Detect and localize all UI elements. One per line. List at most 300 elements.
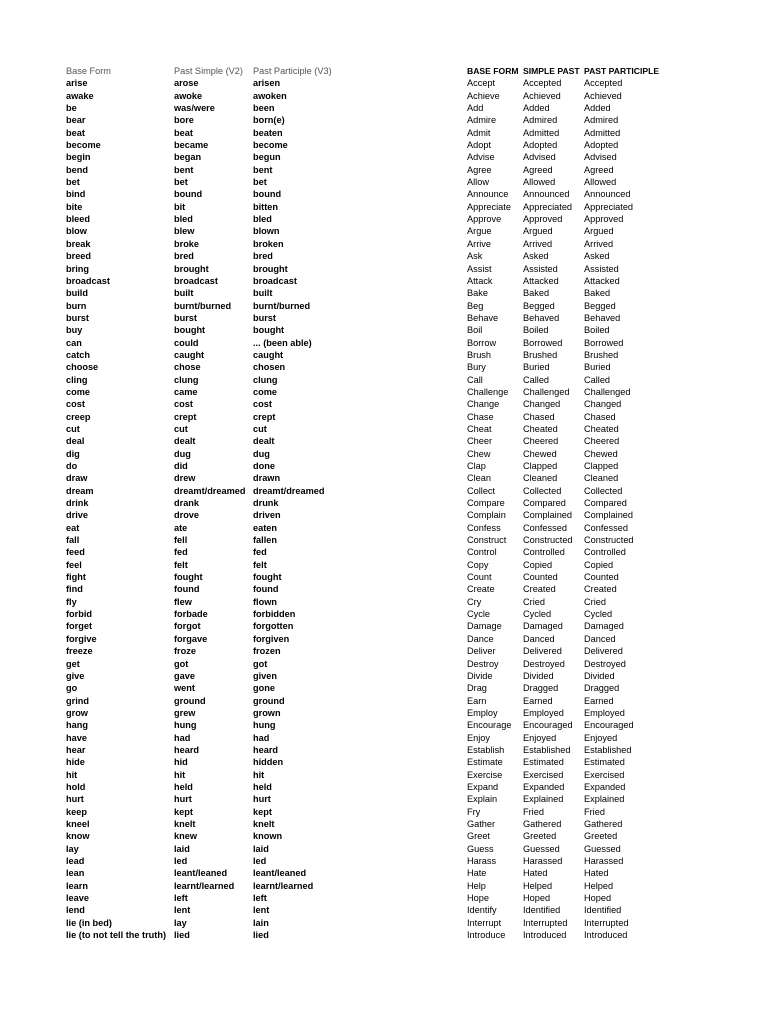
base-form-cell: Harass	[467, 856, 497, 866]
base-form-cell: hide	[66, 757, 85, 768]
table-row	[467, 238, 664, 250]
base-form-cell: blow	[66, 226, 87, 237]
past-simple-cell: lied	[174, 930, 190, 941]
past-simple-cell: was/were	[174, 103, 215, 114]
past-simple-cell: Divided	[523, 670, 554, 681]
past-simple-cell: burst	[174, 312, 197, 323]
past-simple-cell: Clapped	[523, 461, 558, 471]
base-form-cell: Control	[467, 547, 497, 558]
table-row	[66, 139, 353, 151]
base-form-cell: drive	[66, 510, 88, 521]
past-simple-cell: held	[174, 781, 193, 792]
table-row	[467, 250, 664, 262]
table-row	[66, 460, 353, 472]
past-participle-cell: drawn	[253, 473, 281, 484]
past-simple-cell: laid	[174, 843, 190, 854]
table-row	[467, 151, 664, 163]
base-form-cell: Cycle	[467, 609, 490, 620]
past-participle-cell: Constructed	[584, 535, 634, 546]
base-form-cell: Borrow	[467, 337, 497, 348]
table-row	[467, 102, 664, 114]
base-form-cell: arise	[66, 78, 88, 89]
base-form-cell: hold	[66, 781, 86, 792]
base-form-cell: eat	[66, 522, 80, 533]
base-form-cell: Establish	[467, 744, 505, 755]
table-row	[66, 608, 353, 620]
past-simple-cell: forgot	[174, 621, 201, 632]
base-form-cell: Estimate	[467, 757, 503, 768]
past-participle-cell: Helped	[584, 880, 614, 891]
past-simple-cell: fought	[174, 572, 203, 583]
past-participle-cell: Baked	[584, 288, 611, 299]
past-simple-cell: Confessed	[523, 522, 567, 533]
base-form-cell: give	[66, 670, 85, 681]
past-participle-cell: Hoped	[584, 893, 612, 904]
base-form-cell: can	[66, 337, 82, 348]
base-form-cell: Admit	[467, 127, 491, 138]
table-row	[467, 213, 664, 225]
past-simple-cell: learnt/learned	[174, 880, 235, 891]
past-participle-cell: kept	[253, 806, 272, 817]
past-simple-cell: Expanded	[523, 781, 565, 792]
past-simple-cell: began	[174, 152, 202, 163]
past-simple-cell: awoke	[174, 90, 203, 101]
past-participle-cell: Agreed	[584, 164, 614, 175]
past-simple-cell: could	[174, 337, 199, 348]
table-row	[467, 188, 664, 200]
base-form-cell: Count	[467, 572, 492, 583]
past-participle-cell: Destroyed	[584, 658, 626, 669]
past-simple-cell: burnt/burned	[174, 300, 232, 311]
table-row	[467, 423, 664, 435]
table-row	[467, 904, 664, 916]
base-form-cell: cost	[66, 399, 85, 410]
table-row	[66, 843, 353, 855]
table-row	[66, 312, 353, 324]
past-participle-cell: bred	[253, 251, 273, 262]
past-participle-cell: drunk	[253, 498, 279, 509]
table-row	[66, 571, 353, 583]
base-form-cell: deal	[66, 436, 85, 447]
past-simple-cell: hid	[174, 757, 188, 768]
past-participle-cell: Encouraged	[584, 720, 634, 731]
table-row	[66, 188, 353, 200]
past-participle-cell: Compared	[584, 498, 627, 509]
table-row	[66, 719, 353, 731]
regular-header-row	[467, 65, 664, 77]
past-participle-cell: cut	[253, 423, 267, 434]
past-participle-cell: fed	[253, 547, 267, 558]
base-form-cell: Change	[467, 399, 500, 410]
past-participle-cell: Introduced	[584, 930, 628, 941]
past-simple-cell: cost	[174, 399, 193, 410]
past-participle-cell: burst	[253, 312, 276, 323]
table-row	[467, 645, 664, 657]
past-simple-cell: Greeted	[523, 831, 557, 842]
past-participle-cell: awoken	[253, 90, 287, 101]
base-form-cell: beat	[66, 127, 85, 138]
table-row	[467, 732, 664, 744]
past-simple-cell: lay	[174, 917, 187, 928]
table-row	[467, 830, 664, 842]
table-row	[467, 744, 664, 756]
table-row	[467, 337, 664, 349]
past-simple-cell: Adopted	[523, 140, 558, 151]
past-participle-cell: Admitted	[584, 127, 621, 138]
past-participle-cell: got	[253, 658, 268, 669]
table-row	[66, 509, 353, 521]
past-participle-cell: beaten	[253, 127, 283, 138]
table-row	[66, 77, 353, 89]
past-simple-cell: chose	[174, 362, 201, 373]
past-participle-cell: Danced	[584, 633, 616, 644]
table-row	[467, 695, 664, 707]
past-participle-cell: burnt/burned	[253, 300, 311, 311]
past-simple-cell: Encouraged	[523, 720, 573, 731]
past-participle-cell: blown	[253, 226, 280, 237]
past-simple-cell: bought	[174, 325, 206, 336]
past-participle-cell: heard	[253, 744, 279, 755]
base-form-cell: learn	[66, 880, 88, 891]
past-simple-cell: blew	[174, 226, 195, 237]
past-simple-cell: Admired	[523, 115, 558, 126]
past-simple-cell: did	[174, 461, 188, 471]
past-participle-cell: Delivered	[584, 646, 623, 657]
past-simple-cell: flew	[174, 596, 192, 607]
table-row	[467, 756, 664, 768]
base-form-cell: Brush	[467, 349, 492, 360]
past-simple-cell: lent	[174, 905, 191, 916]
base-form-cell: Challenge	[467, 386, 509, 397]
past-simple-cell: Counted	[523, 572, 558, 583]
past-participle-cell: leant/leaned	[253, 868, 307, 879]
past-participle-cell: dug	[253, 448, 270, 459]
table-row	[467, 559, 664, 571]
table-row	[467, 658, 664, 670]
table-row	[467, 164, 664, 176]
past-simple-cell: Destroyed	[523, 658, 565, 669]
past-simple-cell: forbade	[174, 609, 208, 620]
table-row	[66, 546, 353, 558]
past-simple-cell: Admitted	[523, 127, 560, 138]
table-row	[467, 917, 664, 929]
past-simple-cell: cut	[174, 423, 188, 434]
table-row	[467, 225, 664, 237]
base-form-cell: burn	[66, 300, 87, 311]
past-participle-cell: Called	[584, 374, 611, 385]
base-form-cell: Hate	[467, 868, 487, 879]
table-row	[467, 114, 664, 126]
past-participle-cell: Cheated	[584, 423, 619, 434]
past-simple-cell: kept	[174, 806, 193, 817]
table-row	[467, 374, 664, 386]
table-row	[467, 448, 664, 460]
past-simple-cell: Employed	[523, 707, 564, 718]
base-form-cell: Complain	[467, 510, 506, 521]
base-form-cell: draw	[66, 473, 88, 484]
table-row	[66, 880, 353, 892]
past-simple-cell: hurt	[174, 794, 192, 805]
base-form-cell: keep	[66, 806, 87, 817]
past-simple-cell: Cleaned	[523, 473, 558, 484]
base-form-cell: be	[66, 103, 77, 114]
table-row	[467, 633, 664, 645]
table-row	[66, 756, 353, 768]
irregular-verbs-body	[66, 77, 353, 941]
base-form-cell: Expand	[467, 781, 499, 792]
base-form-cell: Add	[467, 103, 484, 114]
irregular-header-participle: Past Participle (V3)	[253, 66, 332, 76]
base-form-cell: bring	[66, 263, 89, 274]
base-form-cell: forbid	[66, 609, 93, 620]
past-participle-cell: Allowed	[584, 177, 617, 188]
table-row	[467, 546, 664, 558]
base-form-cell: Copy	[467, 559, 489, 570]
table-row	[66, 448, 353, 460]
base-form-cell: hurt	[66, 794, 84, 805]
irregular-header-row	[66, 65, 353, 77]
past-simple-cell: Attacked	[523, 275, 559, 286]
past-participle-cell: Guessed	[584, 843, 621, 854]
table-row	[66, 114, 353, 126]
base-form-cell: cling	[66, 374, 88, 385]
past-participle-cell: Created	[584, 584, 617, 595]
past-participle-cell: laid	[253, 843, 269, 854]
base-form-cell: fly	[66, 596, 77, 607]
past-simple-cell: ate	[174, 522, 188, 533]
table-row	[66, 275, 353, 287]
base-form-cell: Drag	[467, 683, 487, 694]
base-form-cell: Clap	[467, 461, 486, 471]
table-row	[66, 151, 353, 163]
past-simple-cell: Collected	[523, 485, 562, 496]
past-participle-cell: Arrived	[584, 238, 614, 249]
base-form-cell: Confess	[467, 522, 501, 533]
base-form-cell: hear	[66, 744, 86, 755]
past-simple-cell: Challenged	[523, 386, 570, 397]
base-form-cell: Damage	[467, 621, 502, 632]
past-participle-cell: Attacked	[584, 275, 620, 286]
base-form-cell: leave	[66, 893, 89, 904]
past-participle-cell: Achieved	[584, 90, 622, 101]
base-form-cell: Interrupt	[467, 917, 502, 928]
table-row	[66, 485, 353, 497]
past-simple-cell: Controlled	[523, 547, 565, 558]
base-form-cell: awake	[66, 90, 94, 101]
past-simple-cell: Danced	[523, 633, 555, 644]
table-row	[467, 855, 664, 867]
table-row	[467, 707, 664, 719]
table-row	[66, 435, 353, 447]
base-form-cell: become	[66, 140, 101, 151]
past-participle-cell: begun	[253, 152, 281, 163]
past-participle-cell: held	[253, 781, 272, 792]
table-row	[66, 559, 353, 571]
table-row	[467, 201, 664, 213]
past-participle-cell: chosen	[253, 362, 286, 373]
past-simple-cell: broke	[174, 238, 200, 249]
past-participle-cell: Appreciated	[584, 201, 634, 212]
past-participle-cell: Accepted	[584, 78, 623, 89]
past-simple-cell: Argued	[523, 226, 553, 237]
table-row	[66, 707, 353, 719]
regular-verbs-body	[467, 77, 664, 941]
table-row	[66, 472, 353, 484]
base-form-cell: do	[66, 461, 78, 471]
base-form-cell: forgive	[66, 633, 97, 644]
past-participle-cell: crept	[253, 411, 276, 422]
past-participle-cell: Enjoyed	[584, 732, 618, 743]
table-row	[66, 386, 353, 398]
table-row	[467, 583, 664, 595]
past-simple-cell: bet	[174, 177, 188, 188]
past-participle-cell: lied	[253, 930, 269, 941]
past-participle-cell: lent	[253, 905, 270, 916]
base-form-cell: Chew	[467, 448, 491, 459]
past-simple-cell: Brushed	[523, 349, 558, 360]
past-simple-cell: Called	[523, 374, 550, 385]
table-row	[467, 435, 664, 447]
table-row	[66, 263, 353, 275]
past-participle-cell: Identified	[584, 905, 622, 916]
past-participle-cell: dealt	[253, 436, 275, 447]
table-row	[467, 608, 664, 620]
past-simple-cell: Introduced	[523, 930, 567, 941]
past-simple-cell: crept	[174, 411, 197, 422]
past-participle-cell: Interrupted	[584, 917, 629, 928]
past-participle-cell: Earned	[584, 695, 614, 706]
past-participle-cell: hidden	[253, 757, 284, 768]
past-participle-cell: Employed	[584, 707, 625, 718]
past-participle-cell: Confessed	[584, 522, 628, 533]
base-form-cell: Destroy	[467, 658, 499, 669]
past-participle-cell: Damaged	[584, 621, 624, 632]
table-row	[467, 497, 664, 509]
past-simple-cell: drove	[174, 510, 200, 521]
base-form-cell: forget	[66, 621, 93, 632]
table-row	[467, 287, 664, 299]
table-row	[467, 77, 664, 89]
regular-header-participle: PAST PARTICIPLE	[584, 66, 660, 76]
table-row	[467, 534, 664, 546]
past-participle-cell: Cheered	[584, 436, 620, 447]
table-row	[66, 892, 353, 904]
past-simple-cell: Exercised	[523, 769, 564, 780]
base-form-cell: Clean	[467, 473, 492, 484]
past-simple-cell: Damaged	[523, 621, 563, 632]
base-form-cell: Boil	[467, 325, 483, 336]
past-simple-cell: arose	[174, 78, 199, 89]
table-row	[66, 732, 353, 744]
base-form-cell: Cry	[467, 596, 482, 607]
table-row	[66, 201, 353, 213]
past-simple-cell: Cheered	[523, 436, 559, 447]
past-participle-cell: Greeted	[584, 831, 618, 842]
past-participle-cell: Chewed	[584, 448, 618, 459]
table-row	[66, 213, 353, 225]
past-participle-cell: become	[253, 140, 288, 151]
table-row	[66, 127, 353, 139]
base-form-cell: Announce	[467, 189, 509, 200]
past-participle-cell: Asked	[584, 251, 610, 262]
table-row	[467, 571, 664, 583]
past-participle-cell: Boiled	[584, 325, 610, 336]
base-form-cell: grow	[66, 707, 88, 718]
table-row	[467, 892, 664, 904]
past-simple-cell: beat	[174, 127, 193, 138]
past-simple-cell: forgave	[174, 633, 208, 644]
base-form-cell: Behave	[467, 312, 499, 323]
past-participle-cell: dreamt/dreamed	[253, 485, 325, 496]
table-row	[66, 102, 353, 114]
past-simple-cell: became	[174, 140, 209, 151]
base-form-cell: Achieve	[467, 90, 500, 101]
past-participle-cell: Estimated	[584, 757, 625, 768]
base-form-cell: know	[66, 831, 90, 842]
table-row	[467, 769, 664, 781]
base-form-cell: lie (to not tell the truth)	[66, 930, 167, 941]
base-form-cell: dig	[66, 448, 80, 459]
past-participle-cell: had	[253, 732, 270, 743]
irregular-header-past: Past Simple (V2)	[174, 66, 243, 76]
base-form-cell: lay	[66, 843, 79, 854]
past-participle-cell: Admired	[584, 115, 619, 126]
table-row	[467, 880, 664, 892]
past-simple-cell: Fried	[523, 806, 544, 817]
past-participle-cell: gone	[253, 683, 275, 694]
base-form-cell: Create	[467, 584, 495, 595]
past-participle-cell: flown	[253, 596, 277, 607]
past-simple-cell: came	[174, 386, 198, 397]
past-simple-cell: Identified	[523, 905, 561, 916]
base-form-cell: bite	[66, 201, 83, 212]
table-row	[467, 361, 664, 373]
base-form-cell: Admire	[467, 115, 497, 126]
irregular-verbs-table	[66, 65, 353, 941]
table-row	[467, 312, 664, 324]
base-form-cell: Agree	[467, 164, 492, 175]
past-participle-cell: broadcast	[253, 275, 297, 286]
table-row	[467, 127, 664, 139]
past-simple-cell: Baked	[523, 288, 550, 299]
table-row	[66, 645, 353, 657]
base-form-cell: Encourage	[467, 720, 512, 731]
table-row	[467, 176, 664, 188]
past-simple-cell: Borrowed	[523, 337, 563, 348]
past-simple-cell: dealt	[174, 436, 196, 447]
table-row	[66, 337, 353, 349]
past-participle-cell: brought	[253, 263, 288, 274]
irregular-header-base: Base Form	[66, 66, 111, 76]
past-simple-cell: Assisted	[523, 263, 558, 274]
past-participle-cell: arisen	[253, 78, 281, 89]
past-simple-cell: Earned	[523, 695, 553, 706]
past-participle-cell: ground	[253, 695, 285, 706]
past-participle-cell: fought	[253, 572, 282, 583]
base-form-cell: Dance	[467, 633, 494, 644]
past-simple-cell: Cycled	[523, 609, 552, 620]
past-participle-cell: broken	[253, 238, 284, 249]
past-participle-cell: Cycled	[584, 609, 613, 620]
base-form-cell: Chase	[467, 411, 494, 422]
past-participle-cell: lain	[253, 917, 269, 928]
base-form-cell: break	[66, 238, 91, 249]
base-form-cell: Earn	[467, 695, 487, 706]
base-form-cell: Beg	[467, 300, 484, 311]
past-simple-cell: drank	[174, 498, 200, 509]
base-form-cell: Deliver	[467, 646, 496, 657]
past-simple-cell: Boiled	[523, 325, 549, 336]
